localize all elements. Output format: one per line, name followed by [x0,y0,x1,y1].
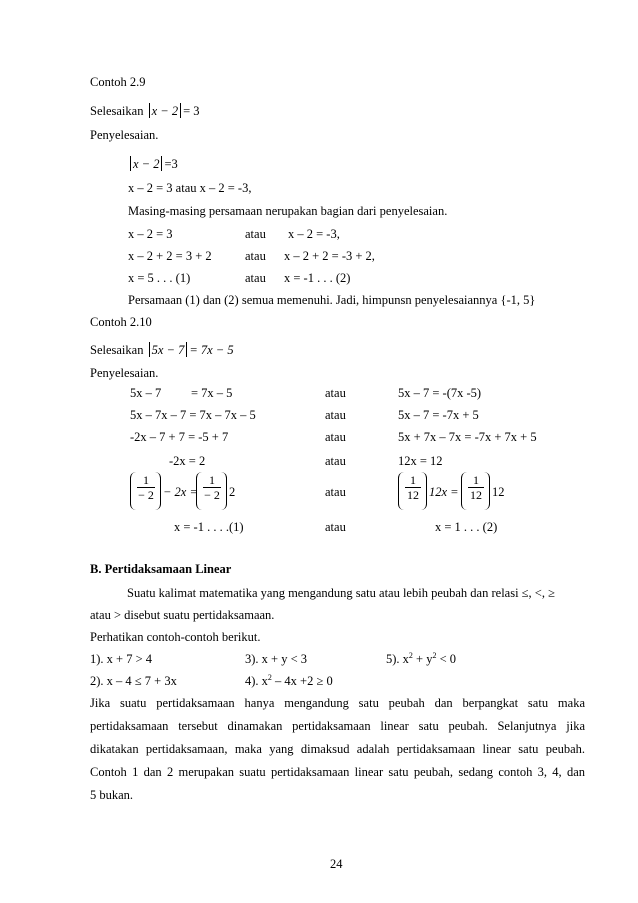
paragraph-line: pertidaksamaan tersebut dinamakan pertidaksamaan linear satu peubah. Selanjutnya jika [90,719,585,733]
term: + y [412,652,433,666]
example-item: 1). x + 7 > 4 [90,652,153,666]
rhs: = 7x − 5 [189,343,234,357]
exponent: 2 [432,651,437,660]
numerator: 1 [209,473,215,487]
left-paren [461,472,467,510]
equation-left-rhs: = 7x – 5 [191,386,233,400]
equation-right: 5x – 7 = -(7x -5) [398,386,482,400]
atau-label: atau [325,485,346,499]
example-title: Contoh 2.10 [90,315,152,329]
paragraph-line: atau > disebut suatu pertidaksamaan. [90,608,275,622]
abs-expression: x − 2 [133,157,160,171]
abs-bar [161,156,162,171]
atau-label: atau [325,430,346,444]
example-title: Contoh 2.9 [90,75,146,89]
equation-right: 5x – 7 = -7x + 5 [398,408,479,422]
text-line: x – 2 = 3 atau x – 2 = -3, [128,181,252,195]
term: 4). x [245,674,268,688]
right-paren [221,472,227,510]
numerator: 1 [473,473,479,487]
denominator: − 2 [138,488,154,502]
equation-right: x = -1 . . . (2) [284,271,351,285]
solution-label: Penyelesaian. [90,366,159,380]
abs-bar [149,342,150,357]
problem-statement [90,103,200,118]
abs-bar [149,103,150,118]
abs-bar [186,342,187,357]
right-paren [155,472,161,510]
abs-expression: 5x − 7 [151,343,185,357]
atau-label: atau [245,249,266,263]
equation-left: -2x – 7 + 7 = -5 + 7 [130,430,229,444]
equation-right: x – 2 + 2 = -3 + 2, [284,249,375,263]
paragraph-line: Perhatikan contoh-contoh berikut. [90,630,261,644]
atau-label: atau [245,271,266,285]
equation-left: x – 2 = 3 [128,227,173,241]
text-line: Masing-masing persamaan nerupakan bagian dari penyelesaian. [128,204,448,218]
fraction-middle: − 2x = [163,485,198,499]
equation-right: 12x = 12 [398,454,443,468]
fraction-middle: 12x = [429,485,459,499]
equation-right: x – 2 = -3, [288,227,340,241]
equation-left: x – 2 + 2 = 3 + 2 [128,249,212,263]
abs-bar [180,103,181,118]
rhs: =3 [164,157,178,171]
prompt-text: Selesaikan [90,104,144,118]
left-paren [130,472,136,510]
fraction [468,473,484,502]
paragraph-line: 5 bukan. [90,788,134,802]
solution-label: Penyelesaian. [90,128,159,142]
fraction-end: 2 [229,485,236,499]
paragraph-line: Suatu kalimat matematika yang mengandung satu atau lebih peubah dan relasi ≤, <, ≥ [127,586,555,600]
paragraph-line: Contoh 1 dan 2 merupakan suatu pertidaksamaan linear satu peubah, sedang contoh 3, 4, dan [90,765,585,779]
example-item [386,653,456,666]
problem-statement [90,342,234,357]
conclusion-line: Persamaan (1) dan (2) semua memenuhi. Jadi, himpunsn penyelesaiannya {-1, 5} [128,293,536,307]
equation-right: 5x + 7x – 7x = -7x + 7x + 5 [398,430,537,444]
paragraph-line: Jika suatu pertidaksamaan hanya mengandung satu peubah dan berpangkat satu maka [90,696,585,710]
left-paren [398,472,404,510]
section-heading: B. Pertidaksamaan Linear [90,562,232,576]
term: 5). x [386,652,409,666]
rhs: = 3 [183,104,200,118]
example-item: 2). x – 4 ≤ 7 + 3x [90,674,177,688]
equation-left: 5x – 7 [130,386,162,400]
right-paren [421,472,427,510]
fraction [137,473,155,502]
left-paren [196,472,202,510]
exponent: 2 [408,651,413,660]
abs-expression: x − 2 [151,104,179,118]
equation-left: x = -1 . . . .(1) [174,520,244,534]
atau-label: atau [325,386,346,400]
fraction [405,473,421,502]
atau-label: atau [245,227,266,241]
example-item: 3). x + y < 3 [245,652,308,666]
denominator: 12 [470,488,482,502]
fraction-end: 12 [492,485,505,499]
atau-label: atau [325,520,346,534]
equation-left: 5x – 7x – 7 = 7x – 7x – 5 [130,408,256,422]
equation-line [128,156,178,171]
atau-label: atau [325,454,346,468]
denominator: 12 [407,488,419,502]
page-number: 24 [330,857,343,871]
equation-left: -2x = 2 [169,454,206,468]
numerator: 1 [143,473,149,487]
denominator: − 2 [204,488,220,502]
right-paren [484,472,490,510]
term: – 4x +2 ≥ 0 [271,674,333,688]
abs-bar [130,156,131,171]
equation-right: x = 1 . . . (2) [435,520,498,534]
term: < 0 [436,652,457,666]
example-item [245,675,333,688]
numerator: 1 [410,473,416,487]
equation-left: x = 5 . . . (1) [128,271,191,285]
exponent: 2 [267,673,272,682]
fraction [203,473,221,502]
paragraph-line: dikatakan pertidaksamaan, maka yang dimaksud adalah pertidaksamaan linear satu peubah. [90,742,585,756]
prompt-text: Selesaikan [90,343,144,357]
atau-label: atau [325,408,346,422]
